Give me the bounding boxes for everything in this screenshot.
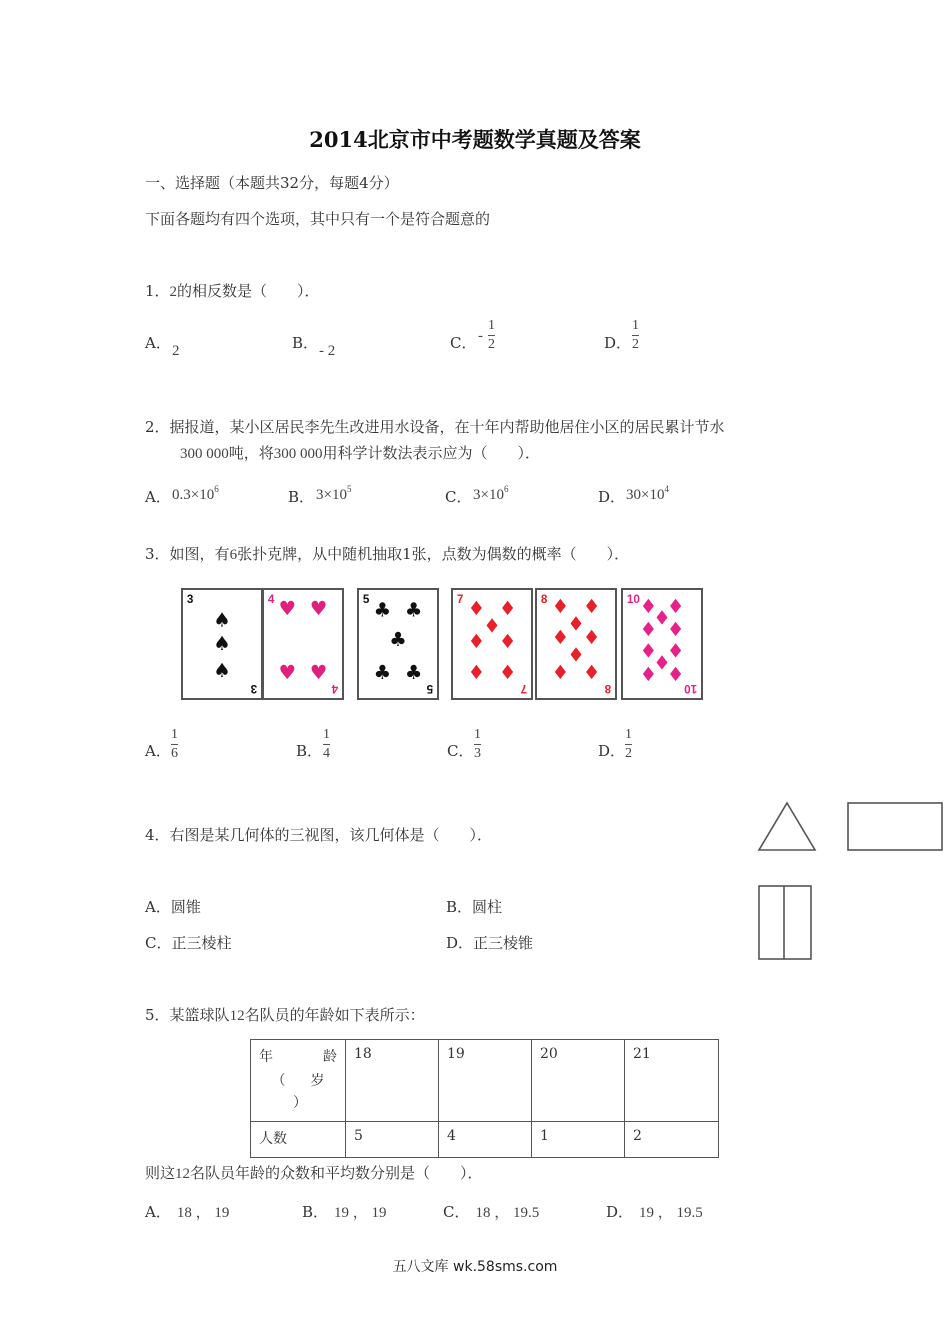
- card-pip: ♦: [551, 594, 570, 618]
- option-text: 圆锥: [170, 898, 201, 916]
- q3-option-a-label: A．: [145, 742, 171, 760]
- option-text: 19 ， 19: [334, 1205, 387, 1221]
- q5-option-a: [145, 1201, 229, 1222]
- q2-text: 据报道，某小区居民李先生改进用水设备，在十年内帮助他居住小区的居民累计节水: [169, 418, 725, 436]
- playing-card-8: [535, 588, 617, 700]
- age-label-part: （: [271, 1073, 286, 1089]
- q2-option-b-label: B．: [288, 488, 315, 506]
- q5-count: 12: [229, 1008, 245, 1024]
- card-pip: ♥: [278, 596, 297, 620]
- table-cell: 4: [439, 1122, 532, 1158]
- option-label: C．: [443, 1203, 470, 1221]
- q2-option-d-label: D．: [598, 488, 626, 506]
- playing-card-7: [451, 588, 533, 700]
- sci-exponent: 6: [214, 484, 219, 494]
- card-pip: ♦: [639, 639, 658, 663]
- card-pip: ♥: [309, 596, 328, 620]
- card-rank: 5: [426, 681, 434, 695]
- option-label: B．: [446, 898, 473, 916]
- option-label: A．: [145, 1203, 171, 1221]
- table-header-age: [251, 1040, 346, 1122]
- side-view-rectangle: [846, 801, 946, 853]
- table-cell: 20: [532, 1040, 625, 1122]
- q3-option-b-label: B．: [296, 742, 323, 760]
- table-header-count: 人数: [251, 1122, 346, 1158]
- top-view-rectangles: [757, 884, 815, 962]
- fraction-numerator: 1: [323, 727, 330, 742]
- q2-option-c-label: C．: [445, 488, 472, 506]
- q2-option-b-value: [316, 484, 351, 504]
- card-pip: ♦: [666, 618, 685, 642]
- card-pip: ♦: [666, 594, 685, 618]
- q3-option-c-fraction: [474, 727, 481, 762]
- age-label-part: 龄: [323, 1049, 337, 1065]
- q5-followup-a: 则这: [145, 1164, 176, 1182]
- q5-followup-b: 名队员年龄的众数和平均数分别是（ ）．: [190, 1164, 483, 1182]
- sci-exponent: 4: [664, 484, 669, 494]
- q5-option-d: [606, 1201, 703, 1222]
- option-label: C．: [145, 934, 172, 952]
- fraction-denominator: 2: [632, 337, 639, 352]
- q1-option-b-label: B．: [292, 334, 319, 352]
- q2-option-a-value: [172, 484, 219, 504]
- age-label-part: 岁: [310, 1073, 325, 1089]
- q5-stem: [145, 1004, 425, 1025]
- q1-stem: [145, 280, 320, 301]
- q4-option-a: [145, 896, 201, 917]
- q1-number: 1．: [145, 282, 170, 300]
- q2-number: 2．: [145, 418, 170, 436]
- fraction-numerator: 1: [625, 727, 632, 742]
- card-rank: 7: [456, 593, 464, 607]
- card-pip: ♦: [467, 629, 486, 653]
- footer-watermark: 五八文库 wk.58sms.com: [392, 1259, 558, 1275]
- card-pip: ♦: [666, 639, 685, 663]
- option-text: 18 ， 19.5: [475, 1205, 540, 1221]
- page-title: 2014北京市中考题数学真题及答案: [309, 127, 641, 152]
- q3-option-b-fraction: [323, 727, 330, 762]
- card-pip: ♣: [389, 627, 407, 651]
- card-pip: ♦: [467, 596, 486, 620]
- card-rank: 10: [684, 681, 698, 695]
- card-rank: 10: [626, 593, 640, 607]
- sci-base: 3×10: [473, 487, 504, 503]
- q4-number: 4．: [145, 826, 170, 844]
- card-pip: ♣: [373, 598, 392, 622]
- option-text: 正三棱锥: [473, 934, 534, 952]
- table-row: [251, 1122, 719, 1158]
- fraction-denominator: 4: [323, 746, 330, 761]
- sci-exponent: 6: [503, 484, 509, 494]
- q4-text: 右图是某几何体的三视图，该几何体是（ ）．: [169, 826, 493, 844]
- age-table: [250, 1039, 719, 1158]
- q1-option-c-fraction: [488, 318, 495, 353]
- card-pip: ♦: [467, 661, 486, 685]
- q5-number: 5．: [145, 1006, 170, 1024]
- q1-option-a-value: 2: [172, 343, 180, 359]
- q5-text-a: 某篮球队: [169, 1006, 230, 1024]
- table-row: [251, 1040, 719, 1122]
- card-rank: 7: [520, 681, 528, 695]
- q2-mid-text: 吨，将: [228, 444, 274, 462]
- card-rank: 4: [331, 681, 339, 695]
- q1-text: 的相反数是（ ）．: [177, 282, 320, 300]
- card-pip: ♦: [666, 663, 685, 687]
- age-label-part: ）: [293, 1095, 307, 1111]
- fraction-denominator: 3: [474, 746, 481, 761]
- card-pip: ♠: [213, 659, 231, 683]
- card-face: [623, 590, 701, 698]
- fraction-denominator: 6: [171, 746, 178, 761]
- q2-option-a-label: A．: [145, 488, 171, 506]
- card-face: [264, 590, 342, 698]
- card-pip: ♠: [213, 608, 231, 632]
- q4-option-c: [145, 932, 232, 953]
- card-rank: 4: [267, 593, 275, 607]
- card-pip: ♣: [373, 661, 392, 685]
- q5-text-b: 名队员的年龄如下表所示：: [244, 1006, 425, 1024]
- card-pip: ♦: [653, 606, 671, 630]
- q1-value: 2: [169, 284, 178, 300]
- fraction-numerator: 1: [488, 318, 495, 333]
- q2-stem-line1: [145, 416, 725, 437]
- q4-option-b: [446, 896, 502, 917]
- table-cell: 19: [439, 1040, 532, 1122]
- q1-option-c-label: C．: [450, 334, 477, 352]
- card-pip: ♦: [483, 614, 501, 638]
- sci-base: 3×10: [316, 487, 347, 503]
- fraction-numerator: 1: [474, 727, 481, 742]
- card-pip: ♦: [582, 661, 601, 685]
- q3-option-d-label: D．: [598, 742, 626, 760]
- card-pip: ♦: [653, 651, 671, 675]
- q3-stem: [145, 543, 629, 564]
- table-cell: 21: [625, 1040, 719, 1122]
- q3-text-a: 如图，有: [169, 545, 230, 563]
- q1-option-d-fraction: [632, 318, 639, 353]
- section-instruction: 下面各题均有四个选项，其中只有一个是符合题意的: [145, 210, 491, 228]
- card-pip: ♥: [309, 661, 328, 685]
- q1-option-a-label: A．: [145, 334, 171, 352]
- q3-option-a-fraction: [171, 727, 178, 762]
- q4-option-d: [446, 932, 533, 953]
- table-cell: 1: [532, 1122, 625, 1158]
- q3-option-d-fraction: [625, 727, 632, 762]
- q2-option-d-value: [626, 484, 669, 504]
- card-pip: ♦: [498, 629, 517, 653]
- fraction-numerator: 1: [632, 318, 639, 333]
- option-label: A．: [145, 898, 171, 916]
- card-pip: ♦: [582, 594, 601, 618]
- q5-followup: [145, 1162, 483, 1183]
- card-rank: 8: [540, 593, 548, 607]
- sci-base: 30×10: [626, 487, 665, 503]
- table-cell: 2: [625, 1122, 719, 1158]
- option-text: 正三棱柱: [171, 934, 232, 952]
- card-rank: 5: [362, 593, 370, 607]
- q3-number: 3．: [145, 545, 170, 563]
- playing-card-10: [621, 588, 703, 700]
- card-pip: ♦: [639, 594, 658, 618]
- front-view-triangle: [756, 800, 818, 854]
- card-pip: ♣: [404, 598, 423, 622]
- card-face: [537, 590, 615, 698]
- sci-exponent: 5: [346, 484, 352, 494]
- card-face: [359, 590, 437, 698]
- option-text: 18 ， 19: [176, 1205, 230, 1221]
- q2-stem-line2: [180, 442, 540, 463]
- card-pip: ♦: [498, 596, 517, 620]
- option-label: B．: [302, 1203, 329, 1221]
- card-pip: ♦: [639, 663, 658, 687]
- playing-card-5: [357, 588, 439, 700]
- q3-text-b: 张扑克牌，从中随机抽取1张，点数为偶数的概率（ ）．: [237, 545, 630, 563]
- card-pip: ♠: [213, 631, 231, 655]
- q1-option-c-sign: -: [478, 328, 483, 344]
- age-label-part: 年: [259, 1049, 273, 1065]
- table-cell: 5: [346, 1122, 439, 1158]
- card-pip: ♣: [404, 661, 423, 685]
- card-pip: ♦: [551, 626, 570, 649]
- card-pip: ♦: [498, 661, 517, 685]
- card-rank: 8: [604, 681, 612, 695]
- playing-card-3: [181, 588, 263, 700]
- q1-option-b-value: - 2: [319, 343, 336, 359]
- q2-value2: 300 000: [273, 446, 323, 462]
- card-rank: 3: [186, 593, 194, 607]
- option-label: D．: [446, 934, 474, 952]
- card-face: [453, 590, 531, 698]
- card-rank: 3: [250, 681, 258, 695]
- q4-stem: [145, 824, 492, 845]
- section-heading: 一、选择题（本题共32分，每题4分）: [145, 174, 399, 192]
- q2-end-text: 用科学计数法表示应为（ ）．: [322, 444, 541, 462]
- option-label: D．: [606, 1203, 634, 1221]
- option-text: 19 ， 19.5: [639, 1205, 703, 1221]
- q5-followup-count: 12: [175, 1166, 191, 1182]
- q1-option-d-label: D．: [604, 334, 632, 352]
- card-face: [183, 590, 261, 698]
- card-pip: ♦: [567, 643, 585, 667]
- sci-base: 0.3×10: [172, 487, 215, 503]
- card-pip: ♦: [639, 618, 658, 642]
- q3-count: 6: [229, 547, 238, 563]
- playing-card-4: [262, 588, 344, 700]
- table-cell: 18: [346, 1040, 439, 1122]
- q5-option-c: [443, 1201, 539, 1222]
- q2-value1: 300 000: [180, 446, 229, 462]
- card-pip: ♦: [567, 612, 585, 636]
- q3-option-c-label: C．: [447, 742, 474, 760]
- option-text: 圆柱: [472, 898, 503, 916]
- fraction-denominator: 2: [625, 746, 632, 761]
- card-pip: ♦: [582, 626, 601, 649]
- fraction-numerator: 1: [171, 727, 178, 742]
- card-pip: ♥: [278, 661, 297, 685]
- q2-option-c-value: [473, 484, 508, 504]
- q5-option-b: [302, 1201, 387, 1222]
- card-pip: ♦: [551, 661, 570, 685]
- fraction-denominator: 2: [488, 337, 495, 352]
